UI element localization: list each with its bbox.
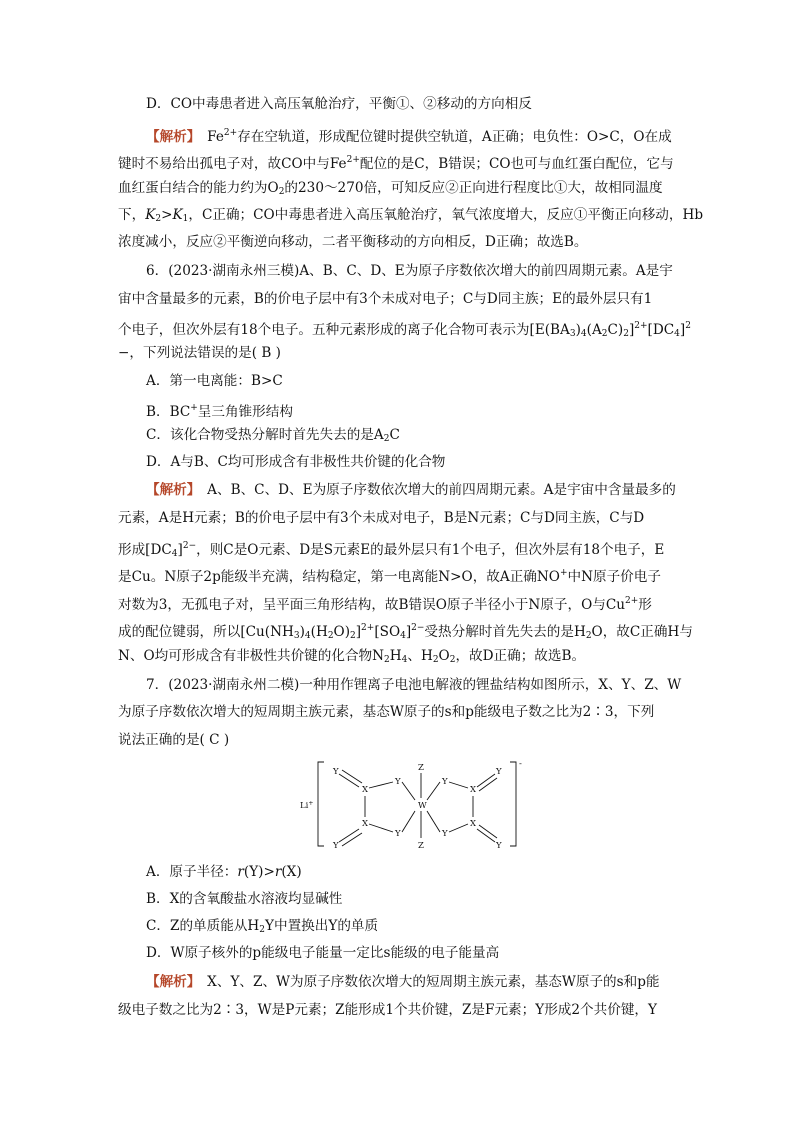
q6-analysis-line-1: 【解析】 A、B、C、D、E为原子序数依次增大的前四周期元素。A是宇宙中含量最多的 bbox=[146, 482, 676, 498]
q7-option-b: B．X的含氧酸盐水溶液均显碱性 bbox=[146, 891, 343, 907]
q7-option-c: C．Z的单质能从$H_2Y$中置换出Y的单质 bbox=[146, 918, 379, 935]
bond bbox=[369, 824, 393, 832]
atom-y-bottom-left: Y bbox=[333, 841, 339, 850]
li-label: Li+ bbox=[300, 800, 314, 811]
bond bbox=[427, 782, 440, 800]
atom-z-top: Z bbox=[418, 763, 424, 773]
q7-option-d: D．W原子核外的p能级电子能量一定比s能级的电子能量高 bbox=[146, 945, 500, 961]
q6-stem-line-3: 个电子，但次外层有18个电子。五种元素形成的离子化合物可表示为$[E(BA_3)_4(A_2C)_2]^{2+}[DC_4]^2$ bbox=[118, 321, 691, 339]
q5-analysis-line-5: 浓度减小，反应②平衡逆向移动，二者平衡移动的方向相反，D正确；故选B。 bbox=[118, 234, 588, 250]
atom-x-lower-left: X bbox=[362, 819, 369, 829]
bond bbox=[479, 778, 497, 791]
q6-option-a: A．第一电离能：B>C bbox=[146, 373, 283, 389]
q6-stem-line-4: −，下列说法错误的是( B ) bbox=[118, 345, 281, 361]
bond bbox=[339, 829, 359, 842]
atom-x-upper-left: X bbox=[362, 785, 369, 795]
q6-analysis-line-4: 是Cu。N原子2p能级半充满，结构稳定，第一电离能N>O，故A正确NO+中N原子价电子 bbox=[118, 568, 661, 585]
q6-analysis-line-6: 成的配位键弱，所以$[Cu(NH_3)_4(H_2O)_2]^{2+}[SO_4]^{2-}$受热分解时首先失去的是$H_2O$，故C正确H与 bbox=[118, 623, 693, 641]
atom-z-bottom: Z bbox=[418, 841, 424, 850]
lithium-salt-structure-diagram bbox=[296, 758, 526, 850]
analysis-tag: 【解析】 bbox=[146, 129, 194, 145]
q6-analysis-line-5: 对数为3，无孤电子对，呈平面三角形结构，故B错误O原子半径小于N原子，O与$Cu^{2+}$形 bbox=[118, 596, 652, 613]
bond bbox=[477, 829, 495, 842]
bond bbox=[402, 782, 415, 800]
q7-analysis-line-2: 级电子数之比为2∶3，W是P元素；Z能形成1个共价键，Z是F元素；Y形成2个共价键，Y bbox=[118, 1002, 657, 1018]
bond bbox=[479, 825, 497, 838]
atom-y-lower-left: Y bbox=[395, 829, 401, 839]
bond bbox=[449, 782, 468, 788]
q7-stem-line-1: 7．(2023·湖南永州二模)一种用作锂离子电池电解液的锂盐结构如图所示，X、Y、Z、W bbox=[146, 677, 682, 693]
q7-stem-line-3: 说法正确的是( C ) bbox=[118, 732, 230, 748]
analysis-tag: 【解析】 bbox=[146, 482, 194, 498]
anion-charge: - bbox=[519, 759, 522, 769]
bond bbox=[342, 833, 362, 846]
atom-y-upper-left: Y bbox=[395, 777, 401, 787]
bond bbox=[339, 774, 359, 787]
q7-option-a: A．原子半径：r(Y)>r(X) bbox=[146, 864, 302, 880]
atom-x-upper-right: X bbox=[470, 785, 477, 795]
q7-analysis-line-1: 【解析】 X、Y、Z、W为原子序数依次增大的短周期主族元素，基态W原子的s和p能 bbox=[146, 974, 660, 990]
atom-w-center: W bbox=[418, 801, 427, 811]
bond bbox=[402, 811, 415, 832]
bond bbox=[427, 811, 440, 832]
left-bracket bbox=[318, 762, 324, 846]
q6-option-b: B．BC+呈三角锥形结构 bbox=[146, 403, 293, 420]
q5-analysis-line-2: 键时不易给出孤电子对，故CO中与$Fe^{2+}$配位的是C，B错误；CO也可与血红蛋白配位，它与 bbox=[118, 155, 674, 172]
atom-x-lower-right: X bbox=[470, 819, 477, 829]
bond bbox=[477, 774, 495, 787]
atom-y-lower-right: Y bbox=[442, 829, 448, 839]
bond bbox=[449, 824, 468, 832]
q7-stem-line-2: 为原子序数依次增大的短周期主族元素，基态W原子的s和p能级电子数之比为2∶3，下列 bbox=[118, 704, 655, 720]
right-bracket bbox=[510, 762, 516, 846]
bond bbox=[342, 770, 362, 783]
q6-option-d: D．A与B、C均可形成含有非极性共价键的化合物 bbox=[146, 454, 446, 470]
q6-stem-line-1: 6．(2023·湖南永州三模)A、B、C、D、E为原子序数依次增大的前四周期元素。A是宇 bbox=[146, 263, 673, 279]
q6-analysis-line-7: N、O均可形成含有非极性共价键的化合物$N_2H_4$、$H_2O_2$，故D正确；故选B。 bbox=[118, 648, 586, 665]
q6-analysis-line-2: 元素，A是H元素；B的价电子层中有3个未成对电子，B是N元素；C与D同主族，C与D bbox=[118, 510, 645, 526]
q6-stem-line-2: 宙中含量最多的元素，B的价电子层中有3个未成对电子；C与D同主族；E的最外层只有1 bbox=[118, 291, 653, 307]
atom-y-top-right: Y bbox=[496, 767, 502, 777]
q5-option-d: D．CO中毒患者进入高压氧舱治疗，平衡①、②移动的方向相反 bbox=[146, 96, 532, 112]
bond bbox=[369, 782, 393, 788]
q5-analysis-line-3: 血红蛋白结合的能力约为$O_2$的230～270倍，可知反应②正向进行程度比①大，故相同温度 bbox=[118, 180, 663, 197]
q5-analysis-line-1: 【解析】 $Fe^{2+}$存在空轨道，形成配位键时提供空轨道，A正确；电负性：O>C，O在成 bbox=[146, 128, 672, 145]
analysis-tag: 【解析】 bbox=[146, 974, 194, 990]
atom-y-bottom-right: Y bbox=[496, 841, 502, 850]
q6-option-c: C．该化合物受热分解时首先失去的是$A_2C$ bbox=[146, 427, 400, 444]
q5-analysis-line-4: 下，$K_2>K_1$，C正确；CO中毒患者进入高压氧舱治疗，氧气浓度增大，反应①平衡正向移动，Hb bbox=[118, 207, 704, 224]
atom-y-top-left: Y bbox=[333, 767, 339, 777]
atom-y-upper-right: Y bbox=[442, 777, 448, 787]
q6-analysis-line-3: 形成$[DC_4]^{2-}$，则C是O元素、D是S元素E的最外层只有1个电子，但次外层有18个电子，E bbox=[118, 541, 665, 559]
